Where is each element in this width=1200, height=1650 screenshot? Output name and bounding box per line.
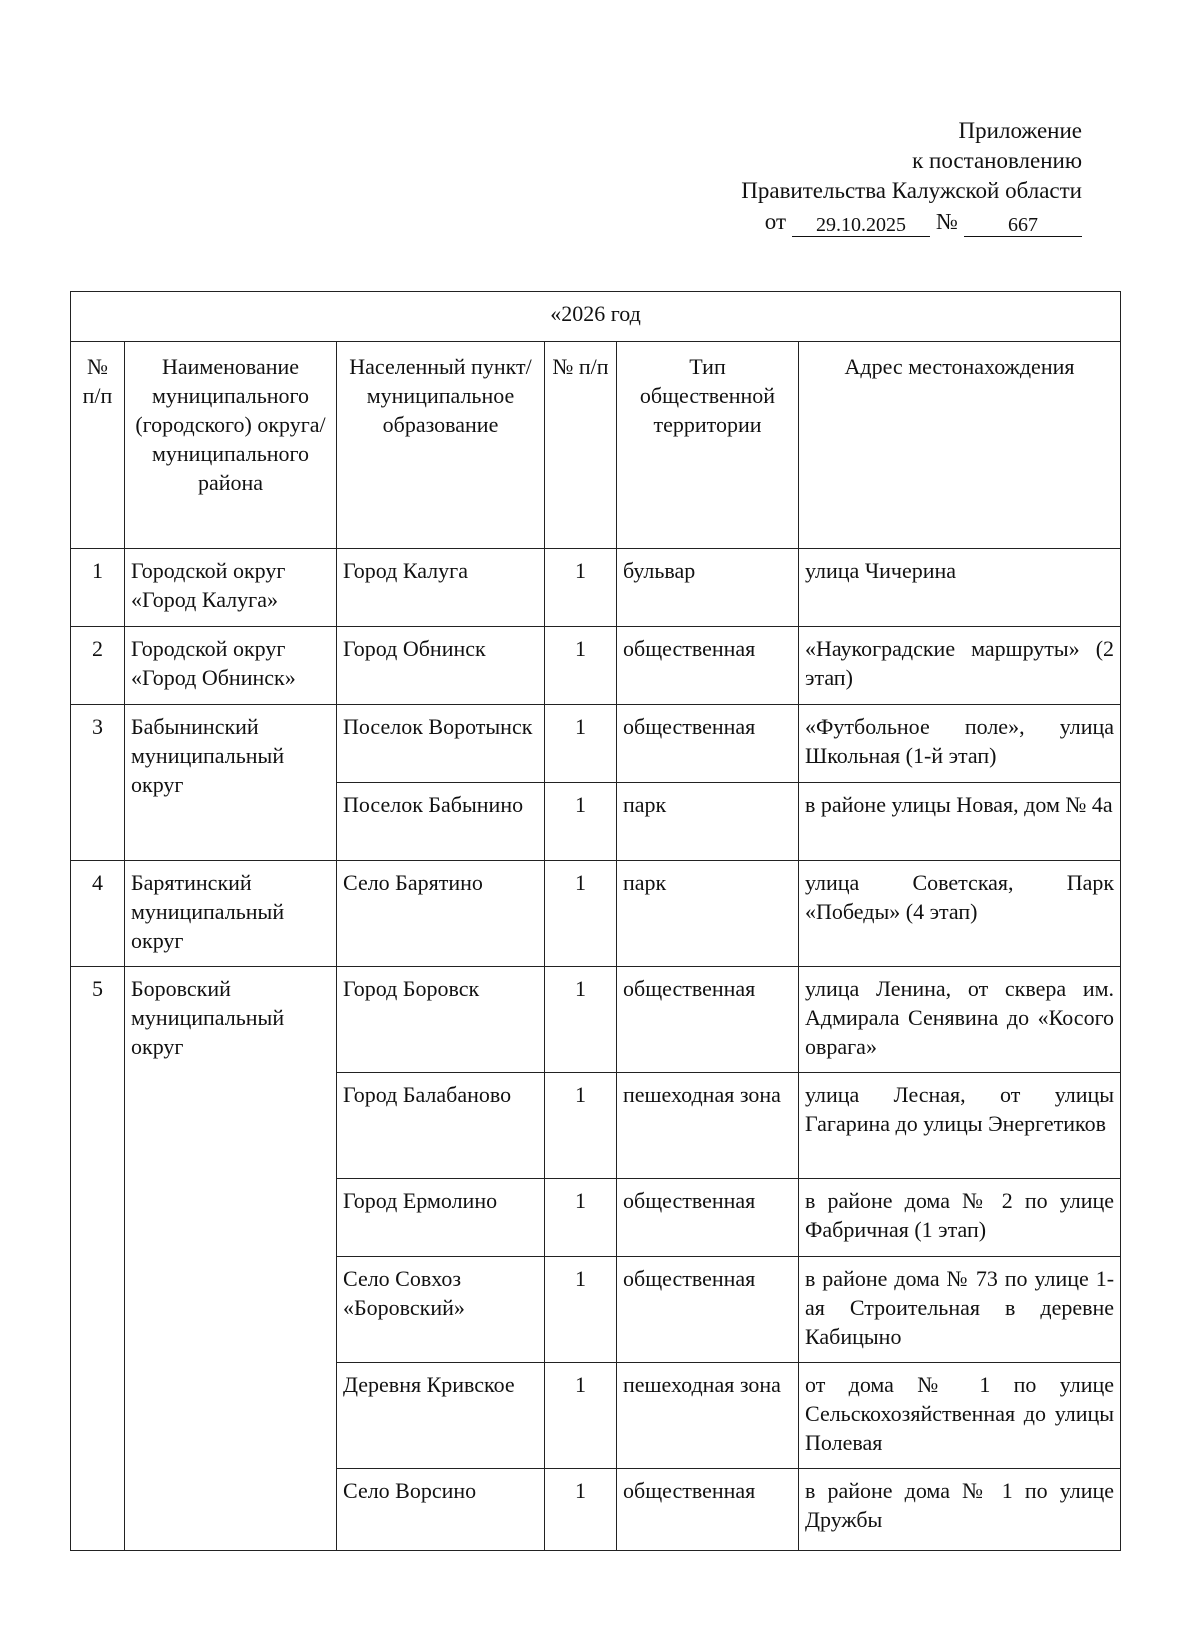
district-name: Городской округ «Город Обнинск»: [125, 627, 337, 705]
column-header: Тип общественной территории: [617, 342, 799, 549]
settlement-name: Поселок Бабынино: [337, 783, 545, 861]
territory-type: общественная: [617, 1257, 799, 1363]
settlement-name: Город Балабаново: [337, 1073, 545, 1179]
row-number: 4: [71, 861, 125, 967]
territory-address: в районе дома № 2 по улице Фабричная (1 этап): [799, 1179, 1121, 1257]
settlement-name: Село Совхоз «Боровский»: [337, 1257, 545, 1363]
number-label: №: [936, 209, 958, 234]
territory-address: «Наукоградские маршруты» (2 этап): [799, 627, 1121, 705]
territory-address: улица Советская, Парк «Победы» (4 этап): [799, 861, 1121, 967]
table-row: [71, 861, 1121, 967]
settlement-name: Село Ворсино: [337, 1469, 545, 1551]
issuing-authority: Правительства Калужской области: [741, 178, 1082, 203]
territory-address: в районе дома № 1 по улице Дружбы: [799, 1469, 1121, 1551]
territory-address: в районе улицы Новая, дом № 4а: [799, 783, 1121, 861]
territory-type: парк: [617, 861, 799, 967]
resolution-number: 667: [964, 214, 1082, 237]
settlement-name: Поселок Воротынск: [337, 705, 545, 783]
territory-type: пешеходная зона: [617, 1363, 799, 1469]
settlement-name: Город Боровск: [337, 967, 545, 1073]
table-row: [71, 705, 1121, 783]
item-number: 1: [545, 705, 617, 783]
territory-address: улица Чичерина: [799, 549, 1121, 627]
table-row: [71, 549, 1121, 627]
item-number: 1: [545, 549, 617, 627]
item-number: 1: [545, 861, 617, 967]
row-number: 3: [71, 705, 125, 861]
territory-type: пешеходная зона: [617, 1073, 799, 1179]
row-number: 1: [71, 549, 125, 627]
document-header: [741, 116, 1082, 237]
column-header: № п/п: [71, 342, 125, 549]
territory-address: улица Ленина, от сквера им. Адмирала Сенявина до «Косого оврага»: [799, 967, 1121, 1073]
column-header: Населенный пункт/ муниципальное образование: [337, 342, 545, 549]
settlement-name: Село Барятино: [337, 861, 545, 967]
settlement-name: Город Калуга: [337, 549, 545, 627]
item-number: 1: [545, 1363, 617, 1469]
item-number: 1: [545, 967, 617, 1073]
district-name: Городской округ «Город Калуга»: [125, 549, 337, 627]
from-label: от: [764, 209, 787, 234]
territory-type: общественная: [617, 705, 799, 783]
item-number: 1: [545, 1073, 617, 1179]
territory-address: от дома № 1 по улице Сельскохозяйственная до улицы Полевая: [799, 1363, 1121, 1469]
column-header: Наименование муниципального (городского) округа/ муниципального района: [125, 342, 337, 549]
row-number: 2: [71, 627, 125, 705]
territory-type: общественная: [617, 627, 799, 705]
territories-table: [70, 291, 1121, 1551]
territory-address: улица Лесная, от улицы Гагарина до улицы Энергетиков: [799, 1073, 1121, 1179]
table-header-row: [71, 342, 1121, 549]
territory-address: «Футбольное поле», улица Школьная (1-й этап): [799, 705, 1121, 783]
settlement-name: Город Ермолино: [337, 1179, 545, 1257]
item-number: 1: [545, 1469, 617, 1551]
row-number: 5: [71, 967, 125, 1551]
district-name: Барятинский муниципальный округ: [125, 861, 337, 967]
district-name: Боровский муниципальный округ: [125, 967, 337, 1551]
item-number: 1: [545, 627, 617, 705]
column-header: Адрес местонахождения: [799, 342, 1121, 549]
territory-type: общественная: [617, 1179, 799, 1257]
territory-address: в районе дома № 73 по улице 1-ая Строительная в деревне Кабицыно: [799, 1257, 1121, 1363]
settlement-name: Город Обнинск: [337, 627, 545, 705]
item-number: 1: [545, 783, 617, 861]
appendix-subtitle: к постановлению: [912, 148, 1082, 173]
settlement-name: Деревня Кривское: [337, 1363, 545, 1469]
item-number: 1: [545, 1179, 617, 1257]
table-year-title: «2026 год: [71, 292, 1121, 342]
territory-type: общественная: [617, 967, 799, 1073]
territory-type: парк: [617, 783, 799, 861]
territory-type: общественная: [617, 1469, 799, 1551]
date-number-line: [765, 207, 1082, 237]
column-header: № п/п: [545, 342, 617, 549]
item-number: 1: [545, 1257, 617, 1363]
district-name: Бабынинский муниципальный округ: [125, 705, 337, 861]
appendix-title: Приложение: [958, 118, 1082, 143]
resolution-date: 29.10.2025: [792, 214, 930, 237]
table-row: [71, 967, 1121, 1073]
territory-type: бульвар: [617, 549, 799, 627]
table-row: [71, 627, 1121, 705]
